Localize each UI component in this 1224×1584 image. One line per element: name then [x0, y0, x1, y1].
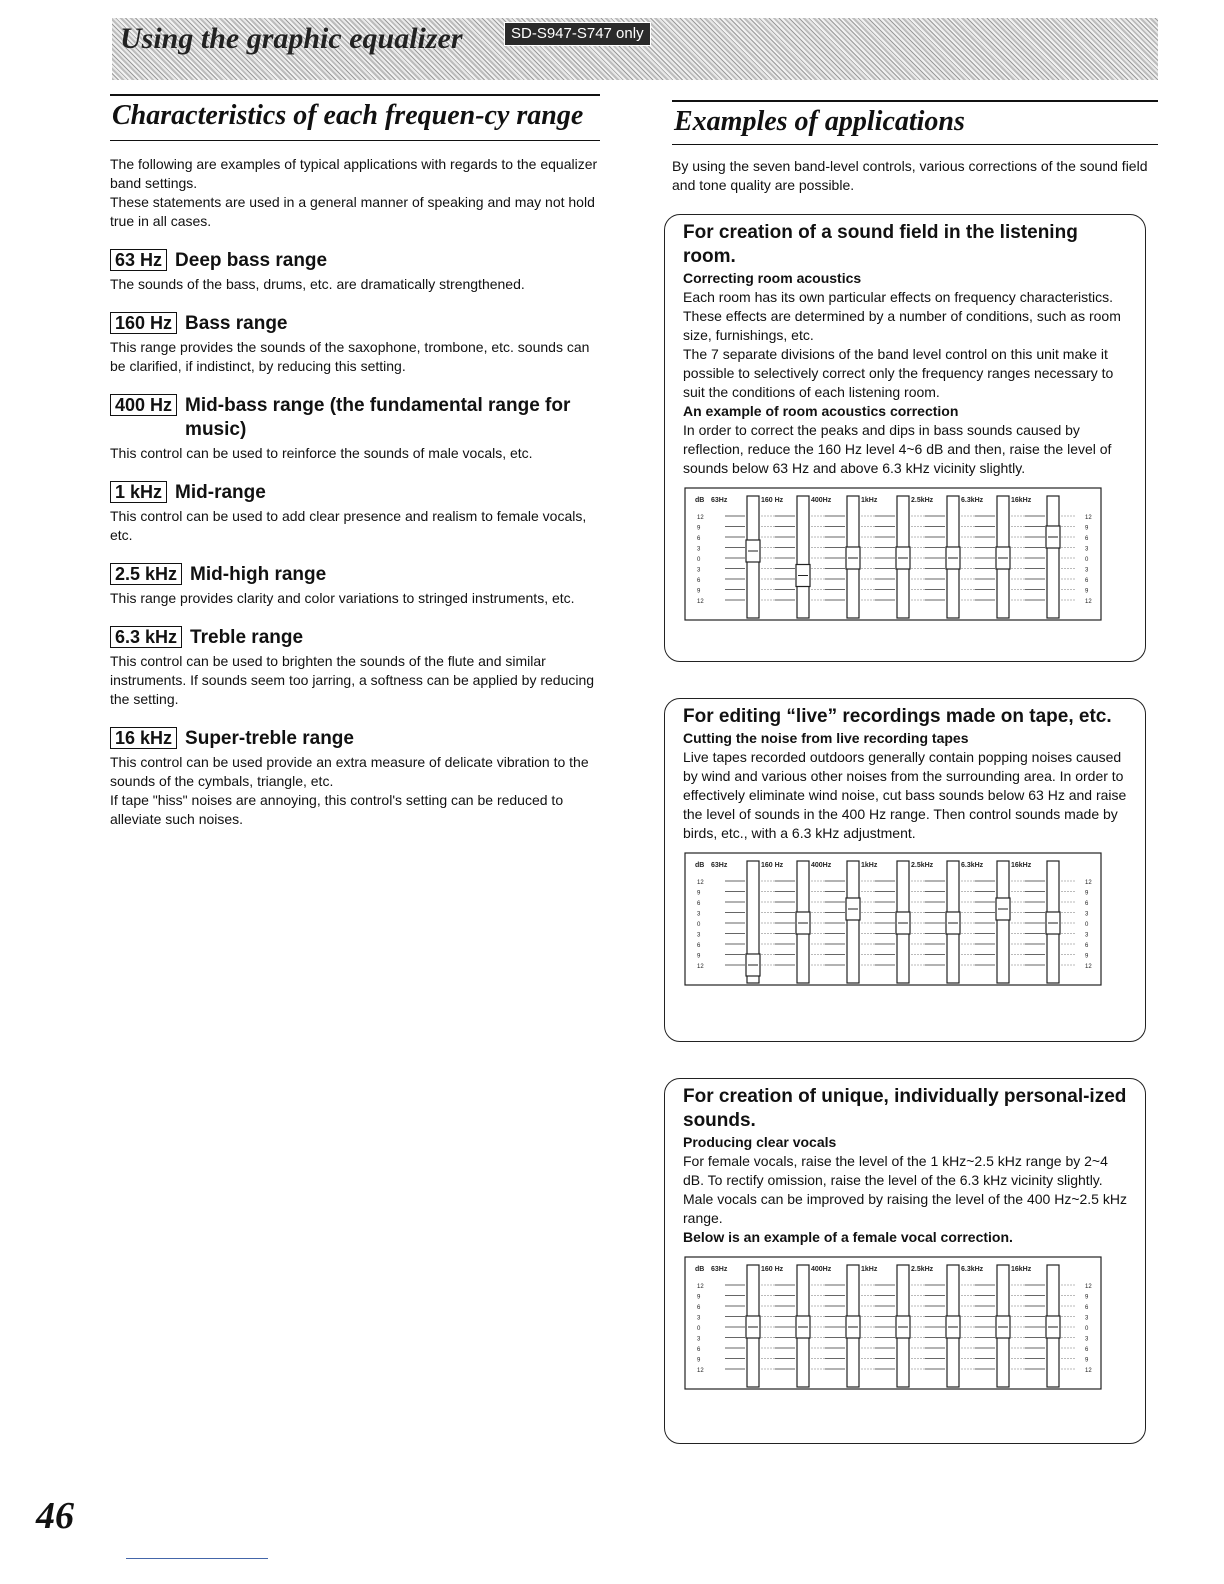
eq-scale-label: 9 — [697, 890, 701, 897]
eq-band-label: 1kHz — [861, 497, 878, 504]
heading-rule-top — [110, 94, 600, 96]
freq-head — [110, 626, 600, 650]
eq-slider-slot — [797, 496, 809, 618]
eq-scale-label: 6 — [697, 943, 701, 949]
eq-band-label: 6.3kHz — [961, 862, 984, 869]
freq-title: Deep bass range — [175, 250, 328, 271]
eq-band-label: 1kHz — [861, 862, 878, 869]
box-text-2: In order to correct the peaks and dips in bass sounds caused by reflection, reduce the 160 Hz level 4~6 dB and then, raise the level of sounds below 63 Hz and above 6.3 kHz vicinity slightly. — [683, 422, 1112, 476]
freq-head — [110, 727, 600, 751]
freq-item — [110, 563, 600, 608]
eq-scale-label-right: 12 — [1085, 515, 1092, 521]
eq-scale-label-right: 0 — [1085, 922, 1089, 928]
eq-scale-label: 6 — [697, 1347, 701, 1353]
left-column — [110, 94, 600, 829]
banner-title: Using the graphic equalizer — [120, 22, 463, 55]
freq-title: Mid-high range — [190, 564, 327, 585]
eq-scale-label-right: 3 — [1085, 1336, 1089, 1343]
freq-badge: 2.5 kHz — [110, 563, 182, 585]
heading-rule-bottom — [110, 140, 600, 141]
eq-db-label: dB — [695, 1266, 705, 1273]
equalizer-diagram — [683, 486, 1103, 622]
eq-scale-label: 9 — [697, 588, 701, 595]
eq-band-label: 6.3kHz — [961, 497, 984, 504]
eq-scale-label: 3 — [697, 546, 701, 553]
eq-scale-label-right: 3 — [1085, 546, 1089, 553]
eq-band-label: 6.3kHz — [961, 1266, 984, 1273]
eq-scale-label: 0 — [697, 557, 701, 563]
eq-scale-label-right: 12 — [1085, 599, 1092, 605]
box-title: For creation of a sound field in the listening room. — [683, 222, 1078, 267]
eq-band-label: 160 Hz — [761, 1266, 784, 1273]
freq-body: This control can be used to add clear presence and realism to female vocals, etc. — [110, 508, 587, 543]
freq-head — [110, 249, 600, 273]
eq-band-label: 160 Hz — [761, 862, 784, 869]
eq-band-label: 63Hz — [711, 1266, 728, 1273]
eq-scale-label-right: 3 — [1085, 932, 1089, 939]
right-heading: Examples of applications — [674, 106, 965, 137]
application-box-vocals — [664, 1078, 1146, 1444]
freq-item — [110, 481, 600, 545]
eq-scale-label-right: 6 — [1085, 578, 1089, 584]
eq-db-label: dB — [695, 497, 705, 504]
eq-scale-label-right: 12 — [1085, 964, 1092, 970]
eq-scale-label: 6 — [697, 536, 701, 542]
eq-scale-label-right: 9 — [1085, 588, 1089, 595]
eq-scale-label: 3 — [697, 1315, 701, 1322]
eq-scale-label: 12 — [697, 515, 704, 521]
box-title: For creation of unique, individually personal-ized sounds. — [683, 1086, 1127, 1131]
eq-scale-label-right: 9 — [1085, 953, 1089, 960]
eq-band-label: 160 Hz — [761, 497, 784, 504]
eq-scale-label: 6 — [697, 578, 701, 584]
eq-scale-label: 12 — [697, 1368, 704, 1374]
eq-band-label: 400Hz — [811, 1266, 832, 1273]
eq-scale-label: 12 — [697, 964, 704, 970]
freq-body: This control can be used provide an extra measure of delicate vibration to the sounds of the cymbals, triangle, etc. If tape "hiss" noises are annoying, this control's setting can be reduced to alleviate such noises. — [110, 754, 589, 827]
eq-band-label: 2.5kHz — [911, 1266, 934, 1273]
eq-scale-label-right: 12 — [1085, 1284, 1092, 1290]
left-intro — [110, 155, 600, 231]
eq-scale-label: 3 — [697, 567, 701, 574]
freq-title: Super-treble range — [185, 728, 354, 749]
eq-scale-label: 12 — [697, 880, 704, 886]
freq-badge: 16 kHz — [110, 727, 177, 749]
eq-band-label: 2.5kHz — [911, 497, 934, 504]
intro-line-2: These statements are used in a general manner of speaking and may not hold true in all cases. — [110, 194, 595, 229]
eq-scale-label-right: 0 — [1085, 1326, 1089, 1332]
eq-scale-label-right: 6 — [1085, 536, 1089, 542]
eq-scale-label-right: 9 — [1085, 890, 1089, 897]
eq-scale-label-right: 12 — [1085, 880, 1092, 886]
box-subheading: Cutting the noise from live recording tapes — [683, 730, 969, 746]
freq-item — [110, 727, 600, 829]
freq-badge: 400 Hz — [110, 394, 177, 416]
eq-scale-label: 3 — [697, 932, 701, 939]
eq-scale-label-right: 6 — [1085, 1305, 1089, 1311]
freq-body: This control can be used to reinforce the sounds of male vocals, etc. — [110, 445, 533, 461]
eq-scale-label: 3 — [697, 1336, 701, 1343]
model-tag: SD-S947-S747 only — [504, 22, 651, 46]
eq-scale-label: 12 — [697, 599, 704, 605]
freq-head — [110, 563, 600, 587]
freq-badge: 160 Hz — [110, 312, 177, 334]
equalizer-diagram — [683, 851, 1103, 987]
eq-scale-label-right: 0 — [1085, 557, 1089, 563]
eq-scale-label: 9 — [697, 953, 701, 960]
freq-title: Bass range — [185, 313, 288, 334]
box-title: For editing “live” recordings made on tape, etc. — [683, 706, 1112, 727]
freq-body: The sounds of the bass, drums, etc. are dramatically strengthened. — [110, 276, 525, 292]
eq-slider-slot — [1047, 496, 1059, 618]
freq-body: This range provides clarity and color variations to stringed instruments, etc. — [110, 590, 575, 606]
box-text: Each room has its own particular effects on frequency characteristics. These effects are determined by a number of conditions, such as room size, furnishings, etc. The 7 separate divisions of the band level control on this unit make it possible to selectively correct only the frequency ranges necessary to suit the conditions of each listening room. — [683, 289, 1121, 400]
right-heading-rule-top — [672, 100, 1158, 102]
eq-scale-label: 9 — [697, 525, 701, 532]
box-subheading-2: An example of room acoustics correction — [683, 403, 959, 419]
eq-scale-label-right: 9 — [1085, 1294, 1089, 1301]
box-text: Live tapes recorded outdoors generally contain popping noises caused by wind and various other noises from the surrounding area. In order to effectively eliminate wind noise, cut bass sounds below 63 Hz and raise the level of sounds in the 400 Hz range. Then control sounds made by birds, etc., with a 6.3 kHz adjustment. — [683, 749, 1127, 841]
freq-badge: 6.3 kHz — [110, 626, 182, 648]
eq-scale-label: 0 — [697, 1326, 701, 1332]
freq-title: Mid-bass range (the fundamental range for music) — [185, 395, 571, 440]
eq-slider-slot — [847, 861, 859, 983]
right-intro: By using the seven band-level controls, various corrections of the sound field and tone quality are possible. — [672, 158, 1148, 193]
eq-band-label: 400Hz — [811, 497, 832, 504]
eq-scale-label-right: 6 — [1085, 1347, 1089, 1353]
eq-scale-label: 6 — [697, 901, 701, 907]
freq-badge: 63 Hz — [110, 249, 167, 271]
freq-item — [110, 312, 600, 376]
freq-head — [110, 481, 600, 505]
freq-head — [110, 394, 600, 442]
freq-badge: 1 kHz — [110, 481, 167, 503]
eq-scale-label-right: 12 — [1085, 1368, 1092, 1374]
freq-body: This range provides the sounds of the saxophone, trombone, etc. sounds can be clarified, if indistinct, by reducing this setting. — [110, 339, 590, 374]
box-subheading: Correcting room acoustics — [683, 270, 862, 286]
eq-band-label: 63Hz — [711, 497, 728, 504]
eq-scale-label: 9 — [697, 1294, 701, 1301]
footer-line — [126, 1558, 268, 1559]
box-subheading: Producing clear vocals — [683, 1134, 837, 1150]
eq-scale-label-right: 9 — [1085, 1357, 1089, 1364]
box-subheading-2: Below is an example of a female vocal correction. — [683, 1229, 1013, 1245]
freq-title: Mid-range — [175, 482, 266, 503]
eq-scale-label-right: 6 — [1085, 943, 1089, 949]
frequency-list — [110, 249, 600, 829]
eq-scale-label-right: 3 — [1085, 1315, 1089, 1322]
freq-head — [110, 312, 600, 336]
right-heading-rule-bottom — [672, 144, 1158, 145]
eq-band-label: 400Hz — [811, 862, 832, 869]
application-box-live — [664, 698, 1146, 1042]
eq-band-label: 1kHz — [861, 1266, 878, 1273]
freq-item — [110, 626, 600, 709]
eq-scale-label: 3 — [697, 911, 701, 918]
eq-scale-label-right: 6 — [1085, 901, 1089, 907]
eq-scale-label: 9 — [697, 1357, 701, 1364]
left-heading: Characteristics of each frequen-cy range — [112, 100, 584, 131]
intro-line-1: The following are examples of typical applications with regards to the equalizer band settings. — [110, 156, 598, 191]
eq-scale-label: 0 — [697, 922, 701, 928]
eq-scale-label-right: 3 — [1085, 911, 1089, 918]
eq-band-label: 63Hz — [711, 862, 728, 869]
freq-title: Treble range — [190, 627, 304, 648]
eq-band-label: 16kHz — [1011, 862, 1032, 869]
equalizer-diagram — [683, 1255, 1103, 1391]
eq-scale-label: 6 — [697, 1305, 701, 1311]
box-text: For female vocals, raise the level of the 1 kHz~2.5 kHz range by 2~4 dB. To rectify omission, raise the level of the 6.3 kHz vicinity slightly. Male vocals can be improved by raising the level of the 400 Hz~2.5 kHz range. — [683, 1153, 1127, 1226]
eq-db-label: dB — [695, 862, 705, 869]
eq-scale-label: 12 — [697, 1284, 704, 1290]
eq-band-label: 16kHz — [1011, 1266, 1032, 1273]
application-box-room — [664, 214, 1146, 662]
freq-item — [110, 394, 600, 463]
freq-body: This control can be used to brighten the sounds of the flute and similar instruments. If sounds seem too jarring, a softness can be applied by reducing the setting. — [110, 653, 595, 707]
eq-slider-slot — [997, 861, 1009, 983]
freq-item — [110, 249, 600, 294]
right-column — [672, 100, 1158, 195]
header-banner — [112, 18, 1158, 80]
eq-scale-label-right: 9 — [1085, 525, 1089, 532]
eq-scale-label-right: 3 — [1085, 567, 1089, 574]
page-number: 46 — [36, 1495, 74, 1537]
eq-band-label: 2.5kHz — [911, 862, 934, 869]
eq-band-label: 16kHz — [1011, 497, 1032, 504]
